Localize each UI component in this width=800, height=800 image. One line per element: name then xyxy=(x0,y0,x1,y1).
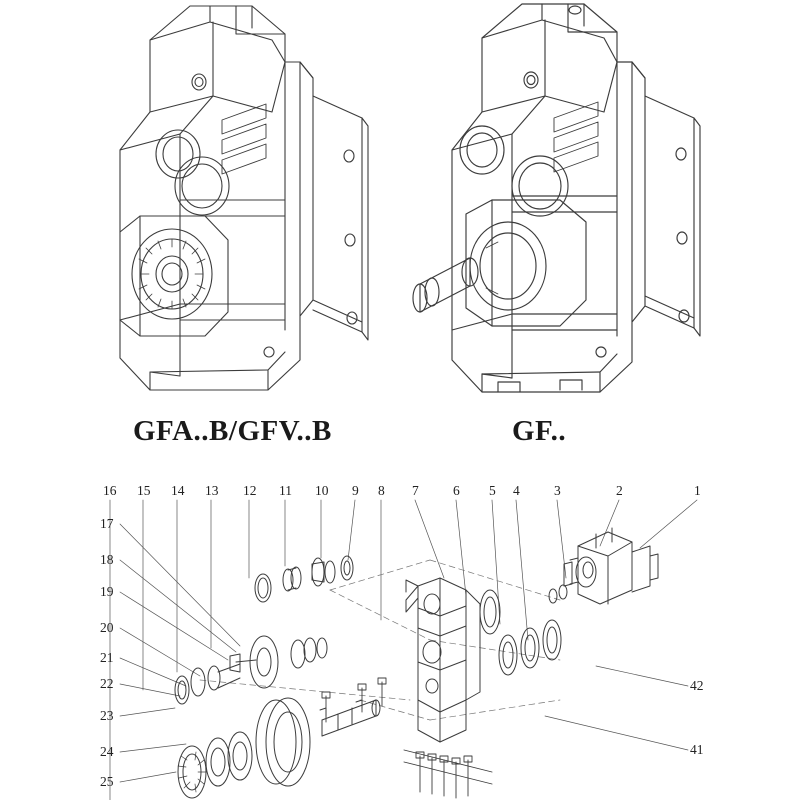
part-number-5: 5 xyxy=(489,483,496,498)
part-number-1: 1 xyxy=(694,483,701,498)
part-number-22: 22 xyxy=(100,676,114,691)
caption-right-model: GF.. xyxy=(512,415,567,447)
part-number-3: 3 xyxy=(554,483,561,498)
part-number-19: 19 xyxy=(100,584,114,599)
part-number-14: 14 xyxy=(171,483,185,498)
part-number-2: 2 xyxy=(616,483,623,498)
part-number-11: 11 xyxy=(279,483,292,498)
part-number-12: 12 xyxy=(243,483,257,498)
part-number-7: 7 xyxy=(412,483,419,498)
part-number-9: 9 xyxy=(352,483,359,498)
part-number-6: 6 xyxy=(453,483,460,498)
part-number-21: 21 xyxy=(100,650,114,665)
caption-left-model: GFA..B/GFV..B xyxy=(133,415,332,447)
part-number-10: 10 xyxy=(315,483,329,498)
part-number-4: 4 xyxy=(513,483,520,498)
part-number-15: 15 xyxy=(137,483,151,498)
part-number-41: 41 xyxy=(690,742,704,757)
part-number-23: 23 xyxy=(100,708,114,723)
part-number-20: 20 xyxy=(100,620,114,635)
part-number-18: 18 xyxy=(100,552,114,567)
part-number-17: 17 xyxy=(100,516,114,531)
part-number-16: 16 xyxy=(103,483,117,498)
part-number-13: 13 xyxy=(205,483,219,498)
part-number-25: 25 xyxy=(100,774,114,789)
part-number-8: 8 xyxy=(378,483,385,498)
part-number-42: 42 xyxy=(690,678,704,693)
part-number-24: 24 xyxy=(100,744,114,759)
